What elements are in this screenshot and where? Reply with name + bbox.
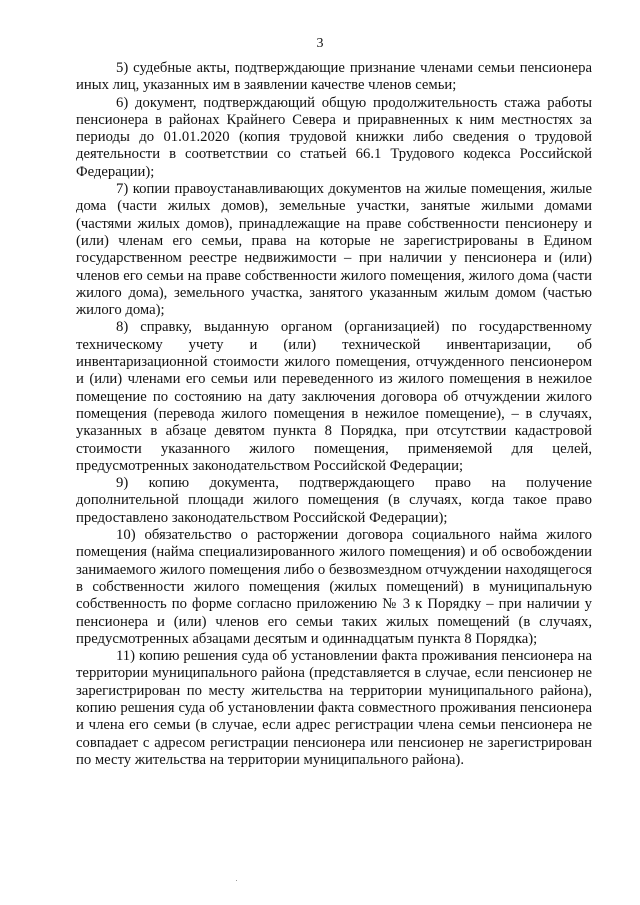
scan-speck	[236, 880, 237, 881]
list-item-6: 6) документ, подтверждающий общую продолжительность стажа работы пенсионера в районах Крайнего Севера и приравненных к ним местностях за периоды до 01.01.2020 (копия трудовой книжки либо сведения о трудовой деятельности в соответствии со статьей 66.1 Трудового кодекса Российской Федерации);	[76, 94, 592, 180]
list-item-11: 11) копию решения суда об установлении факта проживания пенсионера на территории муниципального района (представляется в случае, если пенсионер не зарегистрирован по месту жительства на территории муниципального района), копию решения суда об установлении факта совместного проживания пенсионера и члена его семьи (в случае, если адрес регистрации члена семьи пенсионера не совпадает с адресом регистрации пенсионера или пенсионер не зарегистрирован по месту жительства на территории муниципального района).	[76, 648, 592, 768]
page-number: 3	[316, 36, 324, 51]
list-item-7: 7) копии правоустанавливающих документов на жилые помещения, жилые дома (части жилых домов), земельные участки, занятые жилыми домами (частями жилых домов), принадлежащие на праве собственности пенсионеру и (или) членам его семьи, права на которые не зарегистрированы в Едином государственном реестре недвижимости – при наличии у пенсионера и (или) членов его семьи на праве собственности жилого помещения, жилого дома (части жилого дома), земельного участка, занятого указанным жилым домом (частью жилого дома);	[76, 181, 592, 319]
document-body	[76, 60, 592, 769]
list-item-5: 5) судебные акты, подтверждающие признание членами семьи пенсионера иных лиц, указанных им в заявлении качестве членов семьи;	[76, 60, 592, 94]
list-item-9: 9) копию документа, подтверждающего право на получение дополнительной площади жилого помещения (в случаях, когда такое право предоставлено законодательством Российской Федерации);	[76, 475, 592, 526]
list-item-8: 8) справку, выданную органом (организацией) по государственному техническому учету и (или) технической инвентаризации, об инвентаризационной стоимости жилого помещения, отчужденного пенсионером и (или) членами его семьи или переведенного из жилого помещения в нежилое помещение по состоянию на дату заключения договора об отчуждении жилого помещения (перевода жилого помещения в нежилое помещение), – в случаях, указанных в абзаце девятом пункта 8 Порядка, при отсутствии кадастровой стоимости указанного жилого помещения, применяемой для целей, предусмотренных законодательством Российской Федерации;	[76, 319, 592, 474]
list-item-10: 10) обязательство о расторжении договора социального найма жилого помещения (найма специализированного жилого помещения) и об освобождении занимаемого жилого помещения либо о безвозмездном отчуждении находящегося в собственности жилого помещения (жилых помещений) в муниципальную собственность по форме согласно приложению № 3 к Порядку – при наличии у пенсионера и (или) членов его семьи таких жилых помещений (в случаях, предусмотренных абзацами десятым и одиннадцатым пункта 8 Порядка);	[76, 527, 592, 647]
